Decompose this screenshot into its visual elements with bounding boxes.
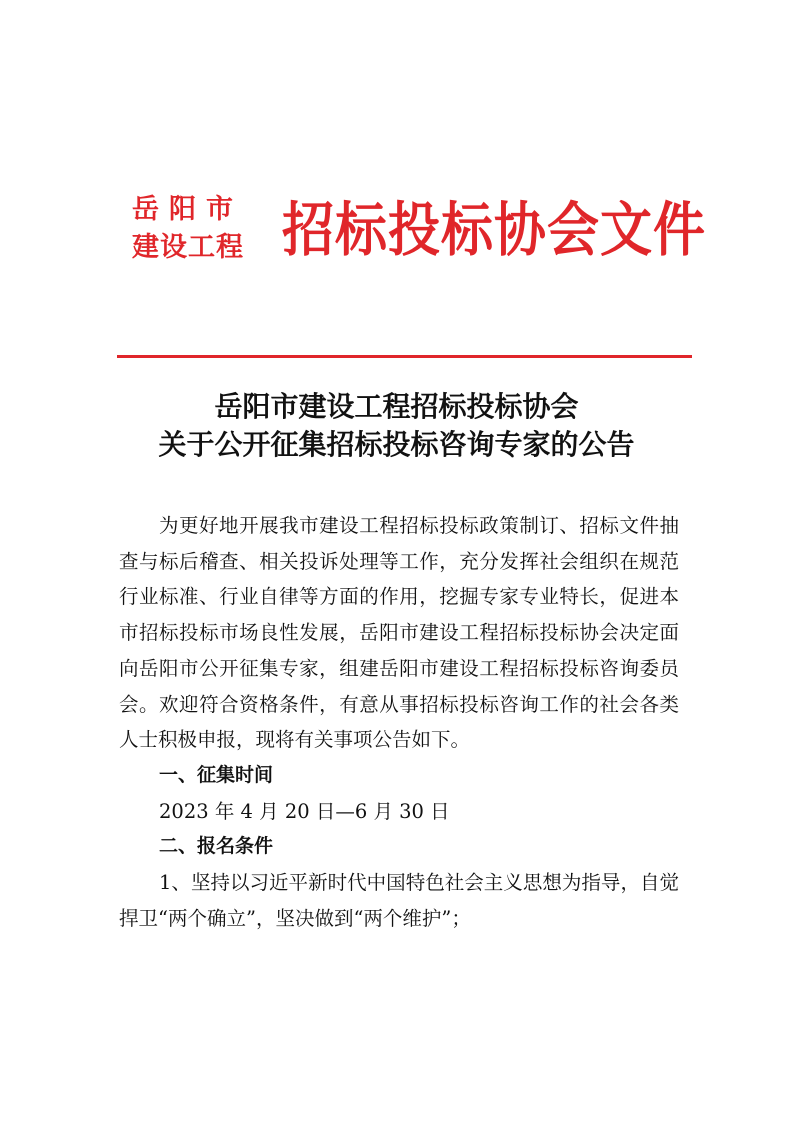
intro-paragraph: 为更好地开展我市建设工程招标投标政策制订、招标文件抽查与标后稽查、相关投诉处理等工作，充分发挥社会组织在规范行业标准、行业自律等方面的作用，挖掘专家专业特长，促进本市招标投标市场良性发展，岳阳市建设工程招标投标协会决定面向岳阳市公开征集专家，组建岳阳市建设工程招标投标咨询委员会。欢迎符合资格条件，有意从事招标投标咨询工作的社会各类人士积极申报，现将有关事项公告如下。	[119, 514, 679, 752]
header-divider	[117, 355, 692, 358]
section2-heading: 二、报名条件	[159, 835, 274, 858]
header-doc-type: 招标投标协会文件	[282, 196, 707, 265]
document-title-line1: 岳阳市建设工程招标投标协会	[214, 390, 579, 423]
section1-content: 2023 年 4 月 20 日—6 月 30 日	[159, 799, 450, 823]
header-org-line1: 岳阳市	[132, 194, 243, 225]
document-title-line2: 关于公开征集招标投标咨询专家的公告	[158, 428, 635, 461]
header-org-name	[132, 192, 244, 266]
section2-item1: 1、坚持以习近平新时代中国特色社会主义思想为指导，自觉捍卫“两个确立”，坚决做到“两个维护”；	[119, 871, 679, 930]
header-org-line2: 建设工程	[132, 232, 244, 263]
document-body	[119, 508, 679, 936]
section1-heading: 一、征集时间	[159, 763, 274, 786]
